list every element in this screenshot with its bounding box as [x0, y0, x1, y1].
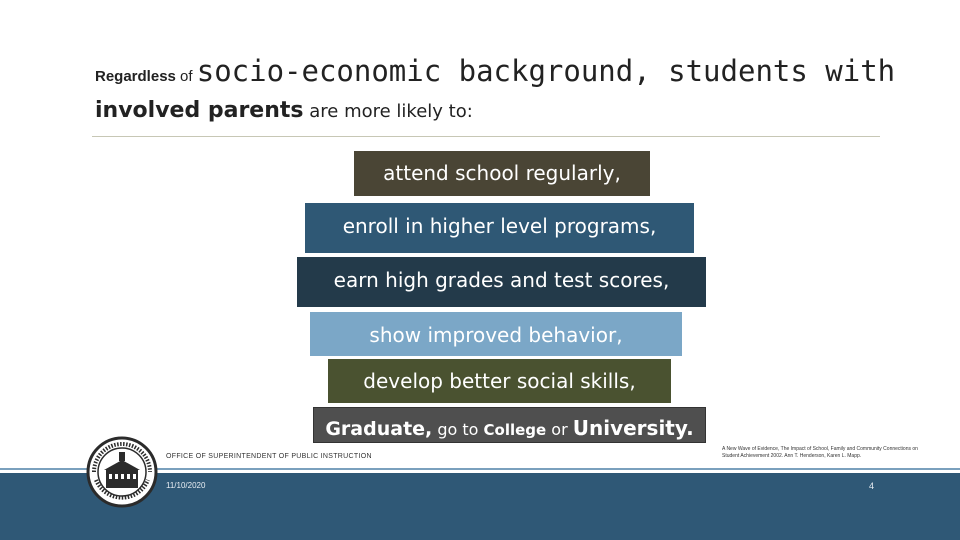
footer-citation: A New Wave of Evidence, The Impact of School, Family and Community Connections on Student Achievement 2002. Ann T. Henderson, Karen L. Mapp. [722, 446, 918, 459]
outcome-box-grades [297, 257, 706, 307]
title-of: of [175, 68, 197, 85]
title-divider [92, 136, 880, 137]
outcome-text-or: or [546, 420, 573, 439]
title-involved-parents: involved parents [95, 98, 304, 123]
title-likely: are more likely to: [303, 101, 473, 122]
outcome-box-social [328, 359, 671, 403]
outcome-text-university: University. [572, 416, 694, 440]
outcome-text-social-pre: develop [363, 369, 450, 393]
outcome-text-graduate: Graduate, [325, 418, 433, 440]
outcome-text-enroll: enroll in higher level programs, [342, 214, 657, 238]
slide-number: 4 [869, 481, 875, 491]
outcome-text-goto: go to [432, 420, 484, 439]
slide-title [95, 54, 895, 123]
title-line-1 [95, 54, 895, 96]
title-line-2 [95, 98, 895, 123]
footer-date: 11/10/2020 [166, 481, 206, 490]
title-regardless: Regardless [95, 68, 176, 85]
outcome-text-grades-pre: earn [333, 268, 386, 292]
footer-office-name: OFFICE OF SUPERINTENDENT OF PUBLIC INSTRUCTION [166, 453, 372, 460]
title-main: socio-economic background, students with [196, 54, 896, 88]
outcome-box-attend [354, 151, 650, 196]
outcome-box-enroll [305, 203, 694, 253]
ospi-seal-logo [86, 436, 158, 508]
outcome-text-attend: attend school regularly, [383, 161, 621, 185]
outcome-box-graduate [313, 407, 706, 443]
outcome-text-behavior: improved behavior, [427, 323, 623, 347]
outcome-text-behavior-pre: show [369, 323, 428, 347]
outcome-text-college: College [483, 421, 547, 439]
outcome-text-social: better social skills, [449, 369, 636, 393]
outcome-text-grades: high grades and test scores, [385, 268, 670, 292]
outcome-box-behavior [310, 312, 682, 356]
